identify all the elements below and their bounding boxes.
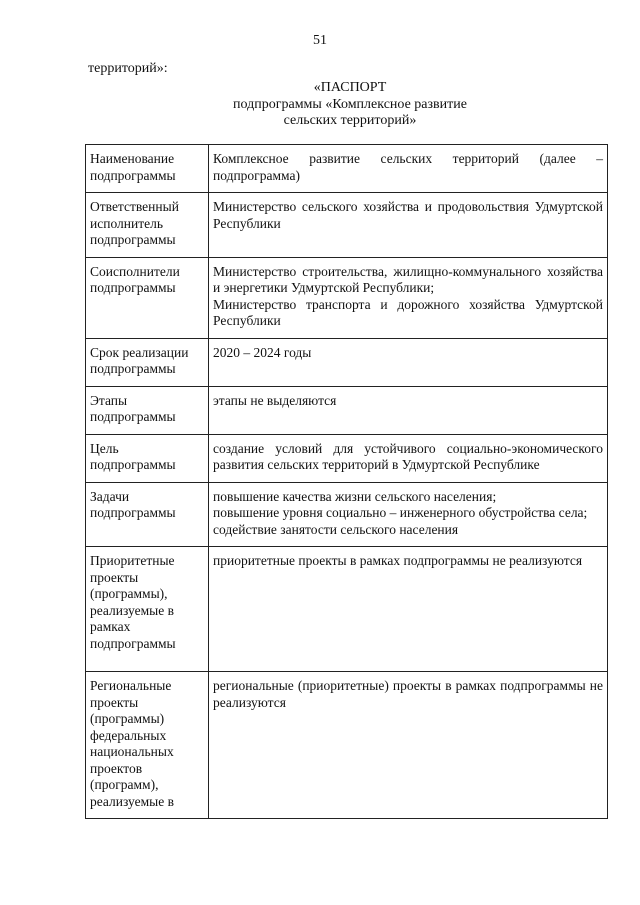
row-label: Задачи подпрограммы: [86, 482, 209, 547]
table-row-name: [86, 145, 608, 193]
row-label: Соисполнители подпрограммы: [86, 257, 209, 338]
row-value: [209, 257, 608, 338]
row-value: [209, 145, 608, 193]
row-value: [209, 434, 608, 482]
table-row-stages: [86, 386, 608, 434]
page-number: 51: [313, 33, 327, 48]
row-label: Срок реализации подпрограммы: [86, 338, 209, 386]
heading-line-subprogram: подпрограммы «Комплексное развитие: [233, 96, 467, 112]
table-row-term: [86, 338, 608, 386]
heading-line-title: «ПАСПОРТ: [313, 80, 387, 95]
heading-line-territories: сельских территорий»: [283, 113, 417, 128]
row-label: Приоритетные проекты (программы), реализуемые в рамках подпрограммы: [86, 547, 209, 672]
row-label: Ответственный исполнитель подпрограммы: [86, 193, 209, 258]
row-value-line: содействие занятости сельского населения: [213, 521, 459, 537]
row-value-line: создание условий для устойчивого социально-экономического развития сельских территорий в Удмуртской Республике: [213, 440, 603, 472]
row-value-line: приоритетные проекты в рамках подпрограммы не реализуются: [213, 553, 583, 568]
row-value-line: Министерство сельского хозяйства и продовольствия Удмуртской Республики: [213, 199, 603, 231]
row-value-line: Комплексное развитие сельских территорий (далее – подпрограмма): [213, 151, 603, 183]
table-row-coexecutors: [86, 257, 608, 338]
lead-in-text: территорий»:: [88, 61, 168, 76]
row-value: [209, 386, 608, 434]
row-value-line: Министерство транспорта и дорожного хозяйства Удмуртской Республики: [213, 296, 603, 328]
row-label: Цель подпрограммы: [86, 434, 209, 482]
row-value-line: региональные (приоритетные) проекты в рамках подпрограммы не реализуются: [213, 678, 603, 710]
row-value-line: 2020 – 2024 годы: [213, 344, 312, 360]
row-value-line: этапы не выделяются: [213, 392, 337, 408]
row-value-line: повышение качества жизни сельского населения;: [213, 488, 497, 504]
row-label: Наименование подпрограммы: [86, 145, 209, 193]
row-value: [209, 482, 608, 547]
table-row-regional-projects: [86, 672, 608, 819]
row-value-line: Министерство строительства, жилищно-коммунального хозяйства и энергетики Удмуртской Республики;: [213, 263, 603, 295]
table-row-priority-projects: [86, 547, 608, 672]
passport-table: [85, 144, 608, 819]
row-label: Региональные проекты (программы) федеральных национальных проектов (программ), реализуемые в: [86, 672, 209, 819]
table-row-responsible: [86, 193, 608, 258]
row-label: Этапы подпрограммы: [86, 386, 209, 434]
row-value: [209, 672, 608, 819]
row-value: [209, 193, 608, 258]
row-value-line: повышение уровня социально – инженерного обустройства села;: [213, 505, 588, 520]
row-value: [209, 547, 608, 672]
table-row-tasks: [86, 482, 608, 547]
table-row-goal: [86, 434, 608, 482]
passport-heading: [150, 80, 550, 130]
row-value: [209, 338, 608, 386]
